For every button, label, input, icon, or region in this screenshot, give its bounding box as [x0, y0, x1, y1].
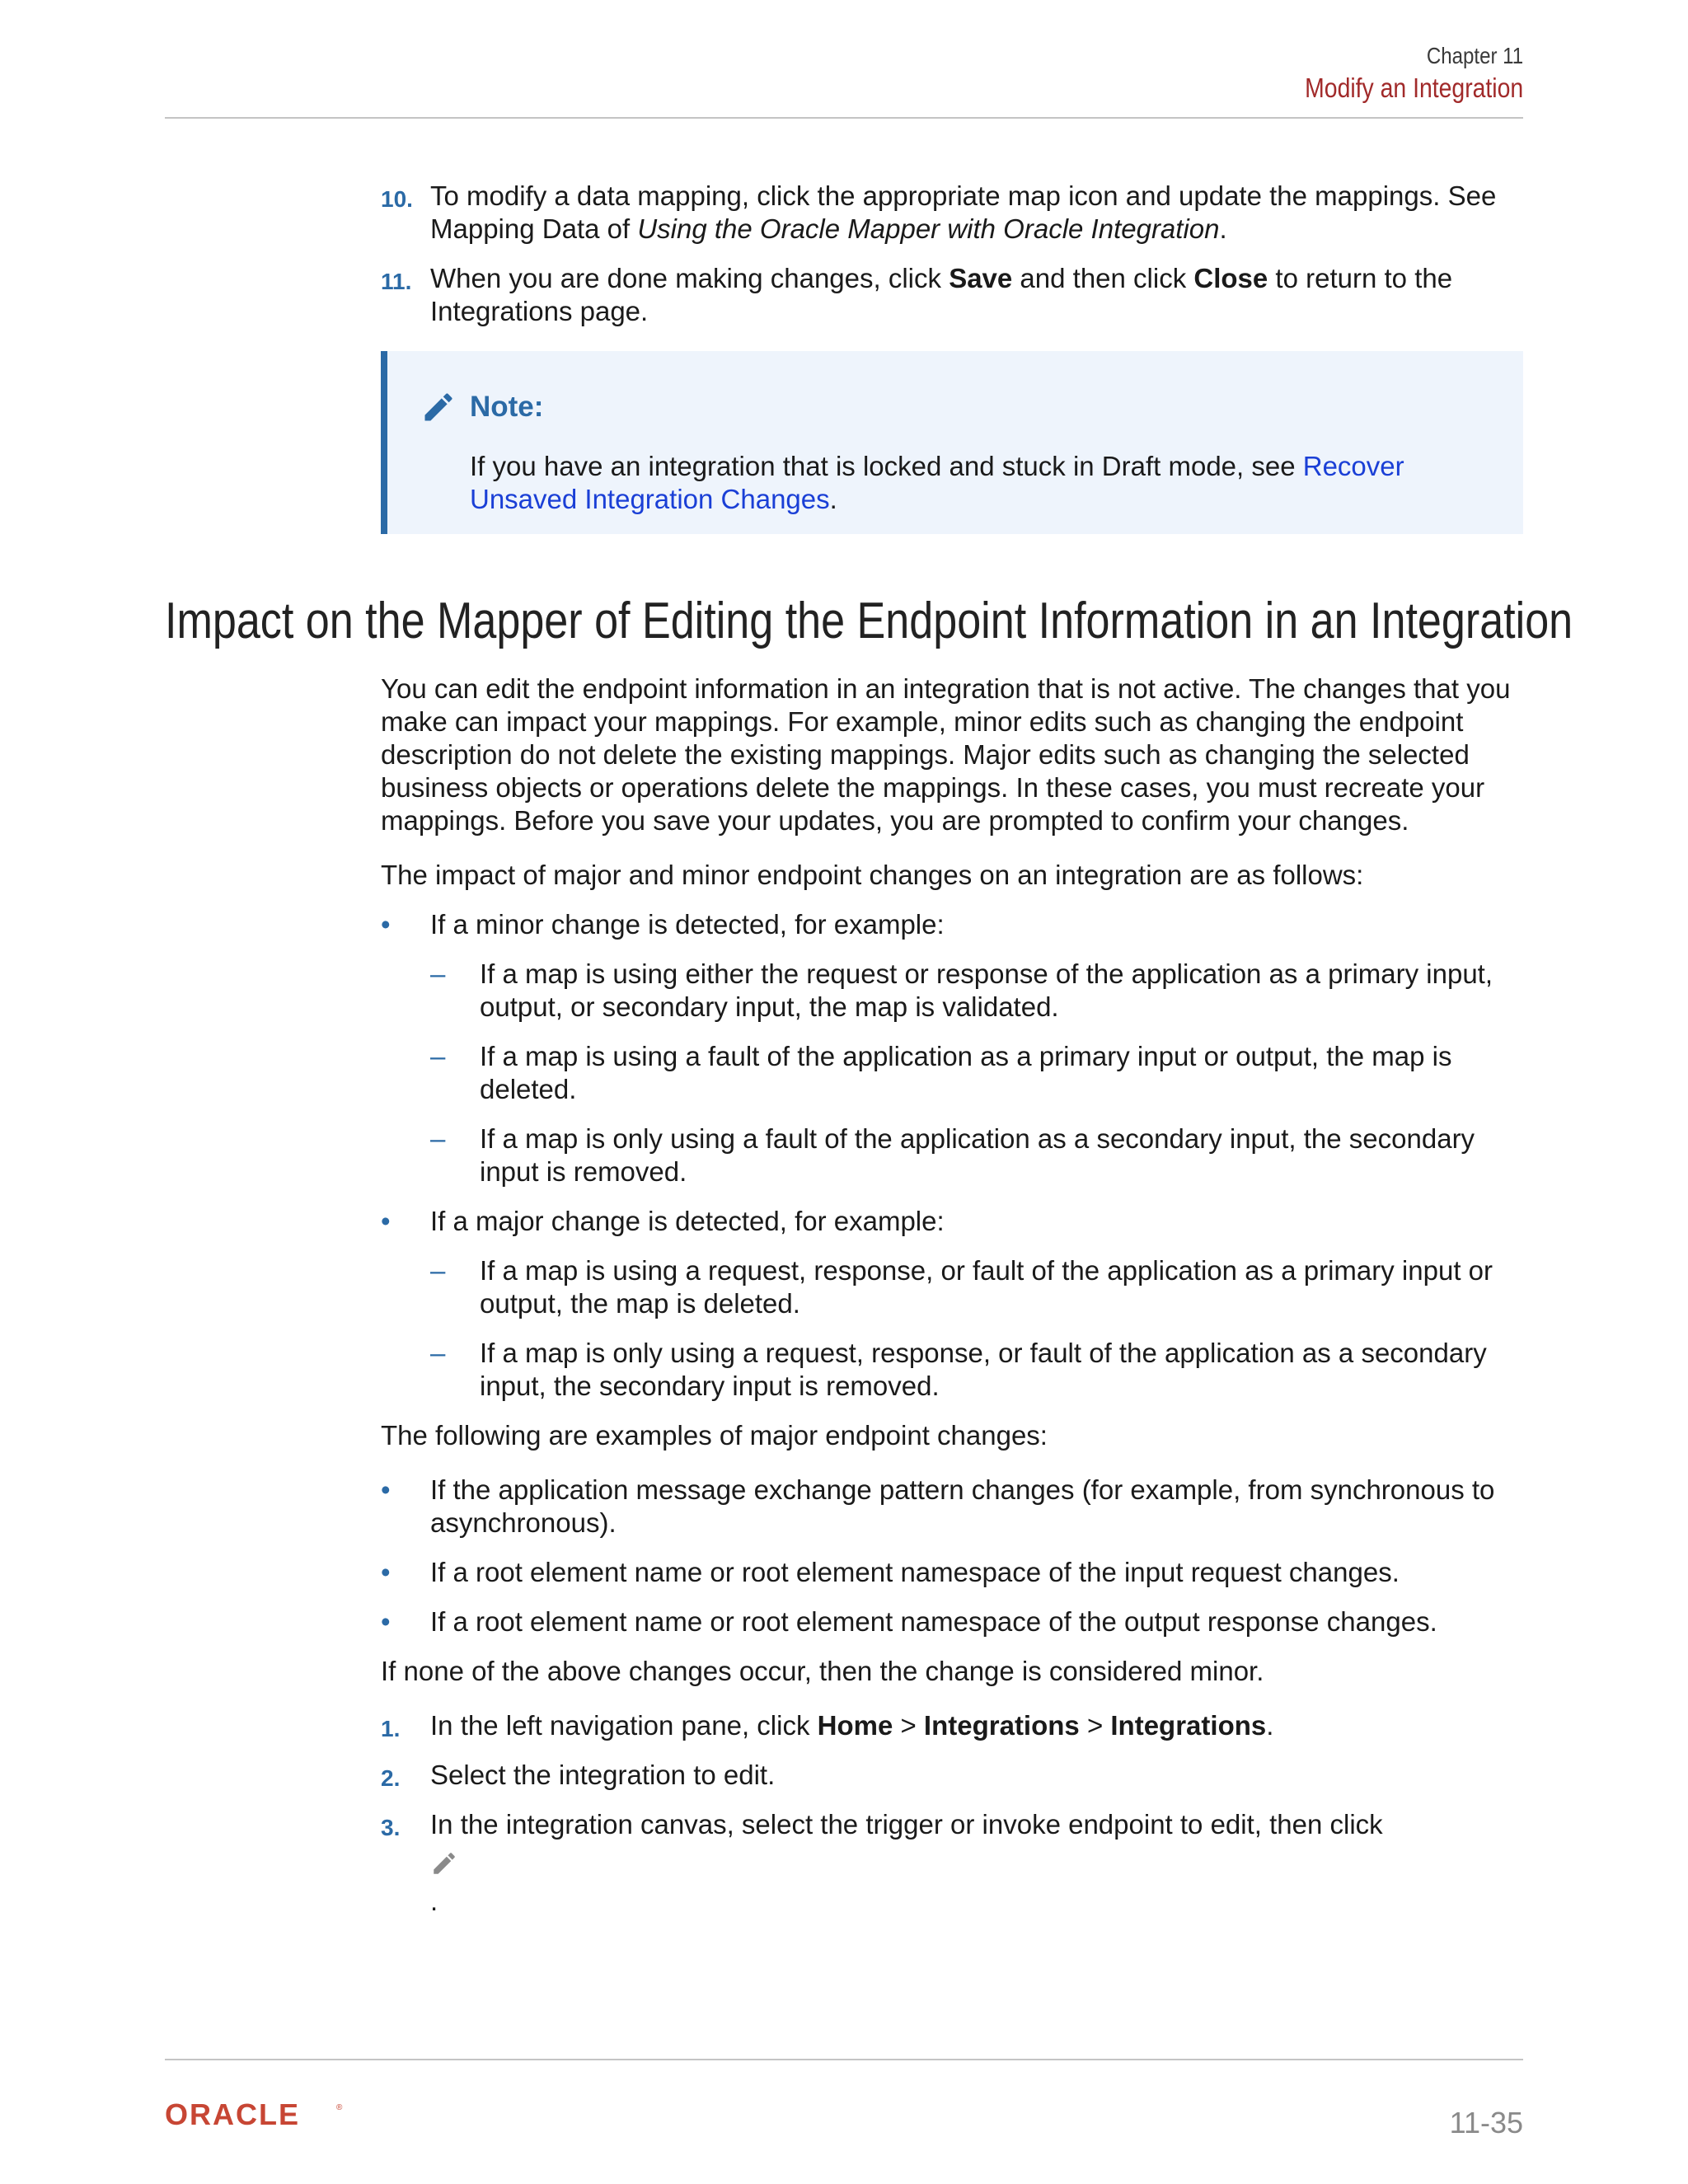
step-text: When you are done making changes, click: [430, 263, 950, 293]
integrations-term: Integrations: [1110, 1710, 1267, 1741]
close-term: Close: [1193, 263, 1268, 293]
examples-lead: The following are examples of major endpoint changes:: [381, 1420, 1048, 1451]
oracle-logo: [165, 2100, 349, 2134]
impact-lead: The impact of major and minor endpoint changes on an integration are as follows:: [381, 860, 1364, 890]
step-11: 11. When you are done making changes, click Save and then click Close to return to the Integrations page.: [381, 263, 1453, 326]
footer-divider: [165, 2059, 1523, 2060]
example-item: • If the application message exchange pattern changes (for example, from synchronous to asynchronous).: [381, 1474, 1523, 1540]
major-change-item: • If a major change is detected, for example:: [381, 1205, 1523, 1238]
oracle-logo-text: ORACLE: [165, 2100, 300, 2130]
section-body: [381, 673, 1523, 1934]
step-2: 2. Select the integration to edit.: [381, 1759, 1523, 1792]
step-number: 3.: [381, 1815, 401, 1840]
oracle-logo-mark: [165, 2100, 349, 2130]
book-title: Using the Oracle Mapper with Oracle Integration: [637, 213, 1220, 244]
example-item: • If a root element name or root element namespace of the input request changes.: [381, 1556, 1523, 1589]
step-number: 2.: [381, 1765, 401, 1791]
step-10: 10. To modify a data mapping, click the appropriate map icon and update the mappings. See Mapping Data of Using the Oracle Mapper with Oracle Integration.: [381, 180, 1497, 244]
minor-sub-item: – If a map is using either the request or response of the application as a primary input, output, or secondary input, the map is validated.: [381, 958, 1523, 1024]
page-number: 11-35: [1449, 2106, 1523, 2139]
step-number: 11.: [381, 269, 412, 294]
step-number: 1.: [381, 1716, 401, 1741]
recover-changes-link[interactable]: Recover Unsaved Integration Changes: [470, 451, 1404, 514]
note-title: Note:: [470, 391, 544, 423]
minor-change-item: • If a minor change is detected, for example:: [381, 908, 1523, 941]
major-sub-item: – If a map is using a request, response, or fault of the application as a primary input or output, the map is deleted.: [381, 1254, 1523, 1320]
home-term: Home: [817, 1710, 893, 1741]
integrations-term: Integrations: [923, 1710, 1080, 1741]
svg-text:®: ®: [336, 2103, 343, 2112]
section-label: Modify an Integration: [1304, 73, 1523, 103]
pencil-edit-icon: [430, 1849, 458, 1877]
step-text: To modify a data mapping, click the appropriate map icon and update the mappings. See Mapping Data of: [430, 180, 1497, 244]
major-sub-item: – If a map is only using a request, response, or fault of the application as a secondary input, the secondary input is removed.: [381, 1337, 1523, 1403]
example-item: • If a root element name or root element namespace of the output response changes.: [381, 1605, 1523, 1638]
minor-sub-item: – If a map is using a fault of the application as a primary input or output, the map is deleted.: [381, 1040, 1523, 1106]
top-steps: [381, 180, 1523, 534]
none-paragraph: If none of the above changes occur, then the change is considered minor.: [381, 1656, 1264, 1686]
pencil-icon: [420, 389, 457, 425]
note-header: [420, 389, 1474, 425]
section-heading: Impact on the Mapper of Editing the Endpoint Information in an Integration: [165, 593, 1573, 649]
save-term: Save: [949, 263, 1013, 293]
step-1: 1. In the left navigation pane, click Home > Integrations > Integrations.: [381, 1709, 1523, 1742]
step-number: 10.: [381, 186, 413, 212]
header-divider: [165, 117, 1523, 119]
intro-paragraph: You can edit the endpoint information in an integration that is not active. The changes that you make can impact your mappings. For example, minor edits such as changing the endpoint description do not delete the existing mappings. Major edits such as changing the selected business objects or operations delete the mappings. In these cases, you must recreate your mappings. Before you save your updates, you are prompted to confirm your changes.: [381, 673, 1511, 836]
chapter-label: Chapter 11: [1426, 43, 1523, 68]
minor-sub-item: – If a map is only using a fault of the application as a secondary input, the secondary input is removed.: [381, 1122, 1523, 1188]
running-header: [1269, 41, 1523, 105]
note-box: [381, 351, 1523, 534]
step-3: 3. In the integration canvas, select the trigger or invoke endpoint to edit, then click .: [381, 1809, 1383, 1916]
note-body: If you have an integration that is locked and stuck in Draft mode, see Recover Unsaved Integration Changes.: [470, 451, 1404, 514]
